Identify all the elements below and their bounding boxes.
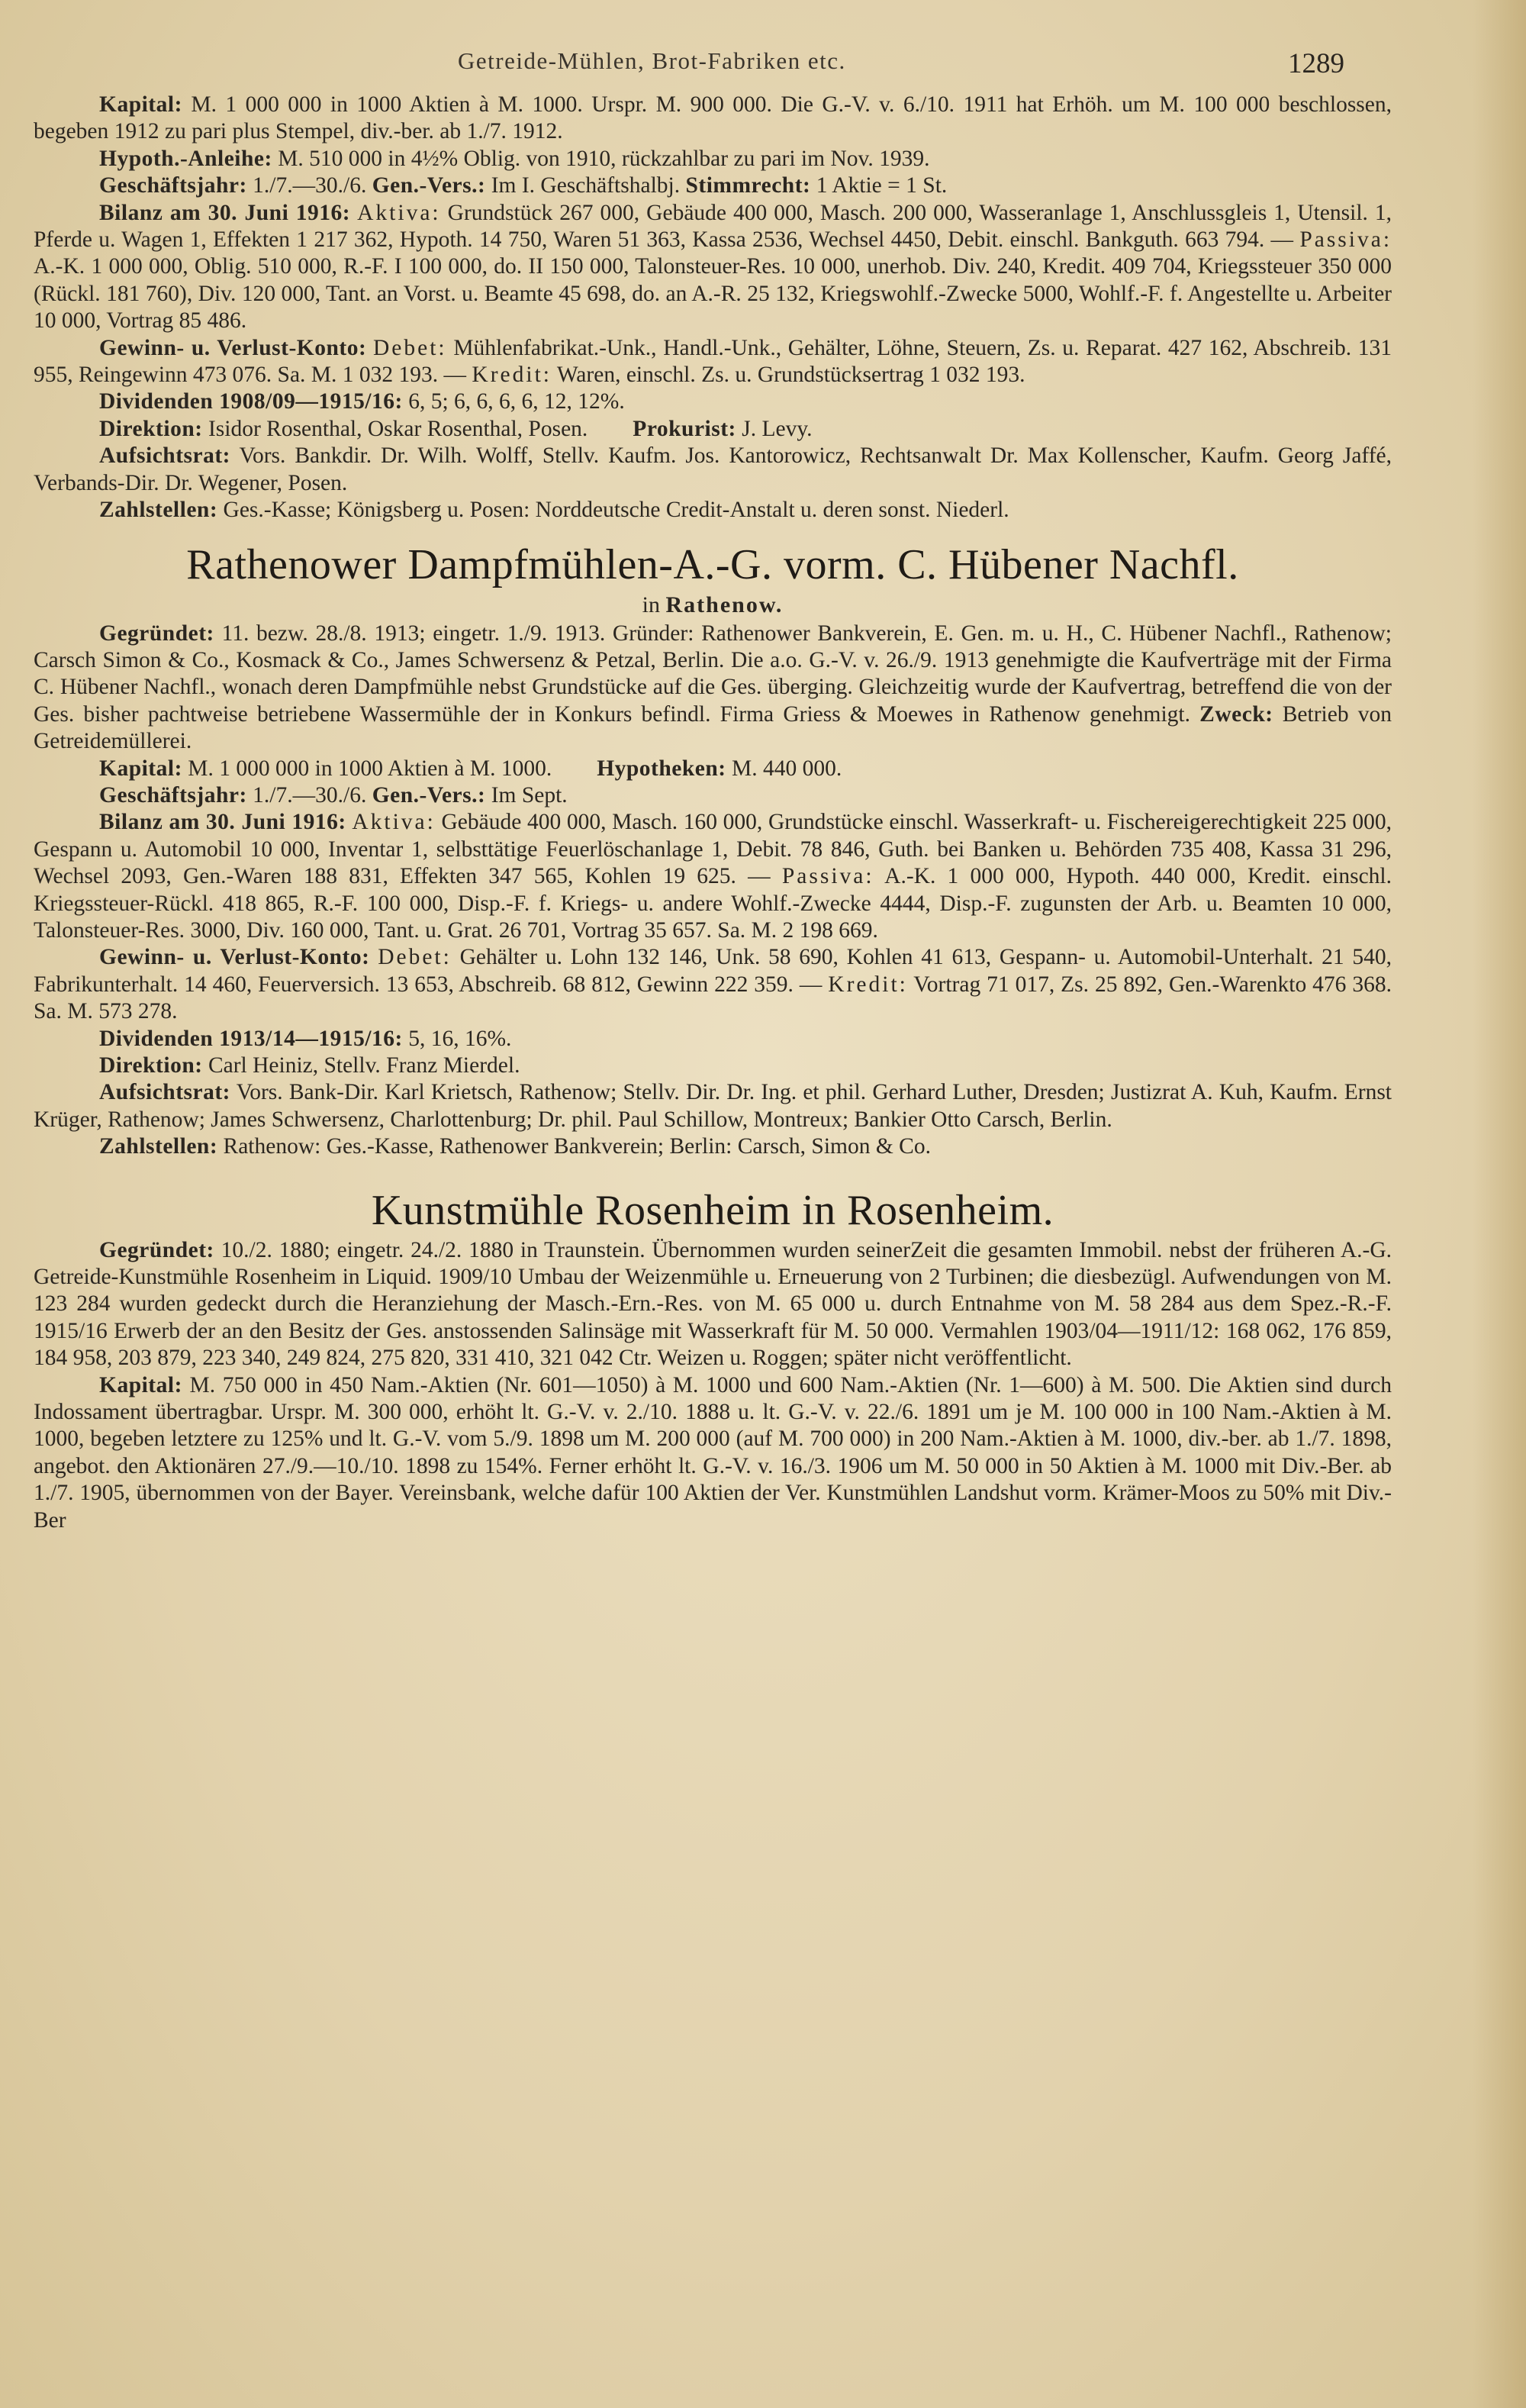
- genvers-label: Gen.-Vers.:: [372, 782, 486, 808]
- aufsichtsrat-label: Aufsichtsrat:: [99, 1080, 231, 1105]
- geschaeftsjahr-label: Geschäftsjahr:: [99, 782, 247, 808]
- kapital-text: M. 1 000 000 in 1000 Aktien à M. 1000.: [188, 756, 552, 781]
- direktion-label: Direktion:: [99, 1053, 203, 1078]
- gewinn-paragraph: [34, 335, 1392, 389]
- dividenden-text: 5, 16, 16%.: [408, 1026, 512, 1051]
- gegruendet-text: 10./2. 1880; eingetr. 24./2. 1880 in Traunstein. Übernommen wurden seinerZeit die gesamten Immobil. nebst der früheren A.-G. Getreide-Kunstmühle Rosenheim in Liquid. 1909/10 Umbau der Weizenmühle u. Erneuerung von 2 Turbinen; die diesbezügl. Aufwendungen von M. 123 284 wurden gedeckt durch die Heranziehung der Masch.-Ern.-Res. von M. 65 000 u. durch Entnahme von M. 58 284 aus dem Spez.-R.-F. 1915/16 Erwerb der an den Besitz der Ges. anstossenden Salinsäge mit Wasserkraft für M. 50 000. Vermahlen 1903/04—1911/12: 168 062, 176 859, 184 958, 203 879, 223 340, 249 824, 275 820, 331 410, 321 042 Ctr. Weizen u. Roggen; später nicht veröffentlicht.: [34, 1237, 1392, 1371]
- aufsichtsrat-text: Vors. Bank-Dir. Karl Krietsch, Rathenow; Stellv. Dir. Dr. Ing. et phil. Gerhard Luther, Dresden; Justizrat A. Kuh, Kaufm. Ernst Krüger, Rathenow; James Schwersenz, Charlottenburg; Dr. phil. Paul Schillow, Montreux; Bankier Otto Carsch, Berlin.: [34, 1080, 1392, 1132]
- gewinn-label: Gewinn- u. Verlust-Konto:: [99, 945, 370, 970]
- kapital-label: Kapital:: [99, 756, 182, 781]
- zahlstellen-paragraph: [34, 1133, 1392, 1160]
- hypoth-label: Hypoth.-Anleihe:: [99, 146, 272, 171]
- debet-label: Debet:: [372, 335, 447, 360]
- genvers-text: Im I. Geschäftshalbj.: [491, 173, 681, 198]
- kapital-paragraph: [34, 756, 1392, 782]
- dividenden-paragraph: [34, 1026, 1392, 1052]
- kapital-text: M. 750 000 in 450 Nam.-Aktien (Nr. 601—1050) à M. 1000 und 600 Nam.-Aktien (Nr. 1—600) à M. 500. Die Aktien sind durch Indossament übertragbar. Urspr. M. 300 000, erhöht lt. G.-V. v. 2./10. 1888 u. lt. G.-V. v. 22./6. 1891 um je M. 100 000 in 100 Nam.-Aktien à M. 1000, begeben letztere zu 125% und lt. G.-V. vom 5./9. 1898 um M. 200 000 (auf M. 700 000) in 200 Nam.-Aktien à M. 1000, div.-ber. ab 1./7. 1898, angebot. den Aktionären 27./9.—10./10. 1898 zu 154%. Ferner erhöht lt. G.-V. v. 16./3. 1906 um M. 50 000 in 50 Aktien à M. 1000 mit Div.-Ber. ab 1./7. 1905, übernommen von der Bayer. Vereinsbank, welche dafür 100 Aktien der Ver. Kunstmühlen Landshut vorm. Krämer-Moos zu 50% mit Div.-Ber: [34, 1372, 1392, 1533]
- hypoth-paragraph: [34, 146, 1392, 172]
- zahlstellen-label: Zahlstellen:: [99, 498, 218, 523]
- prokurist-label: Prokurist:: [633, 416, 736, 441]
- passiva-label: Passiva:: [781, 864, 874, 889]
- page-content: [34, 92, 1392, 1534]
- zahlstellen-text: Ges.-Kasse; Königsberg u. Posen: Norddeutsche Credit-Anstalt u. deren sonst. Niederl.: [223, 498, 1009, 523]
- dividenden-label: Dividenden 1913/14—1915/16:: [99, 1026, 403, 1051]
- gewinn-label: Gewinn- u. Verlust-Konto:: [99, 335, 367, 360]
- zahlstellen-label: Zahlstellen:: [99, 1134, 218, 1159]
- aktiva-label: Aktiva:: [357, 200, 441, 225]
- entry-rathenower: [34, 538, 1392, 1161]
- kredit-text: Waren, einschl. Zs. u. Grundstücksertrag 1 032 193.: [556, 363, 1025, 388]
- debet-text: Mühlenfabrikat.-Unk., Handl.-Unk., Gehälter, Löhne, Steuern, Zs. u. Reparat. 427 162, Abschreib. 131 955, Reingewinn 473 076. Sa. M. 1 032 193. —: [34, 335, 1392, 388]
- direktion-text: Carl Heiniz, Stellv. Franz Mierdel.: [208, 1053, 520, 1078]
- stimmrecht-text: 1 Aktie = 1 St.: [816, 173, 948, 198]
- prokurist-text: J. Levy.: [742, 416, 813, 441]
- kapital-label: Kapital:: [99, 1372, 182, 1397]
- gewinn-paragraph: [34, 944, 1392, 1025]
- gegruendet-label: Gegründet:: [99, 621, 214, 646]
- hypotheken-text: M. 440 000.: [732, 756, 842, 781]
- direktion-paragraph: [34, 416, 1392, 443]
- geschaeftsjahr-text: 1./7.—30./6.: [253, 173, 367, 198]
- location-prefix: in: [642, 592, 660, 617]
- bilanz-label: Bilanz am 30. Juni 1916:: [99, 810, 346, 835]
- hypoth-text: M. 510 000 in 4½% Oblig. von 1910, rückzahlbar zu pari im Nov. 1939.: [278, 146, 930, 171]
- geschaeftsjahr-paragraph: [34, 172, 1392, 199]
- bilanz-paragraph: [34, 809, 1392, 944]
- zweck-label: Zweck:: [1199, 701, 1273, 727]
- stimmrecht-label: Stimmrecht:: [685, 173, 811, 198]
- running-title: Getreide-Mühlen, Brot-Fabriken etc.: [458, 47, 846, 74]
- dividenden-text: 6, 5; 6, 6, 6, 6, 12, 12%.: [408, 389, 625, 414]
- hypotheken-label: Hypotheken:: [597, 756, 726, 781]
- geschaeftsjahr-label: Geschäftsjahr:: [99, 173, 247, 198]
- kapital-paragraph: [34, 1372, 1392, 1534]
- entry-continuation: [34, 92, 1392, 524]
- debet-text: Gehälter u. Lohn 132 146, Unk. 58 690, Kohlen 41 613, Gespann- u. Automobil-Unterhalt. 21 540, Fabrikunterhalt. 14 460, Feuerversich. 13 653, Abschreib. 68 812, Gewinn 222 359. —: [34, 945, 1392, 997]
- kredit-label: Kredit:: [828, 972, 908, 997]
- kapital-text: M. 1 000 000 in 1000 Aktien à M. 1000. Urspr. M. 900 000. Die G.-V. v. 6./10. 1911 hat Erhöh. um M. 100 000 beschlossen, begeben 1912 zu pari plus Stempel, div.-ber. ab 1./7. 1912.: [34, 92, 1392, 144]
- kapital-paragraph: [34, 92, 1392, 146]
- aktiva-text: Grundstück 267 000, Gebäude 400 000, Masch. 200 000, Wasseranlage 1, Anschlussgleis 1, Utensil. 1, Pferde u. Wagen 1, Effekten 1 217 362, Hypoth. 14 750, Waren 51 363, Kassa 2536, Wechsel 4450, Debit. einschl. Bankguth. 663 794. —: [34, 200, 1392, 253]
- gegruendet-label: Gegründet:: [99, 1237, 214, 1262]
- zahlstellen-text: Rathenow: Ges.-Kasse, Rathenower Bankverein; Berlin: Carsch, Simon & Co.: [223, 1134, 931, 1159]
- direktion-label: Direktion:: [99, 416, 203, 441]
- debet-label: Debet:: [378, 945, 452, 970]
- passiva-text: A.-K. 1 000 000, Oblig. 510 000, R.-F. I 100 000, do. II 150 000, Talonsteuer-Res. 10 000, unerhob. Div. 240, Kredit. 409 704, Kriegssteuer 350 000 (Rückl. 181 760), Div. 120 000, Tant. an Vorst. u. Beamte 45 698, do. an A.-R. 25 132, Kriegswohlf.-Zwecke 5000, Wohlf.-F. f. Angestellte u. Arbeiter 10 000, Vortrag 85 486.: [34, 254, 1392, 334]
- aktiva-text: Gebäude 400 000, Masch. 160 000, Grundstücke einschl. Wasserkraft- u. Fischereigerechtigkeit 225 000, Gespann u. Automobil 10 000, Inventar 1, selbsttätige Feuerlöschanlage 1, Debit. 78 846, Guth. bei Banken u. Behörden 735 408, Kassa 31 296, Wechsel 2093, Gen.-Waren 188 831, Effekten 347 565, Kohlen 19 625. —: [34, 810, 1392, 889]
- aufsichtsrat-paragraph: [34, 443, 1392, 497]
- genvers-label: Gen.-Vers.:: [372, 173, 486, 198]
- bilanz-paragraph: [34, 200, 1392, 335]
- page-number: 1289: [1288, 48, 1344, 79]
- kredit-label: Kredit:: [472, 363, 552, 388]
- kredit-text: Vortrag 71 017, Zs. 25 892, Gen.-Warenkto 476 368. Sa. M. 573 278.: [34, 972, 1392, 1024]
- gegruendet-text: 11. bezw. 28./8. 1913; eingetr. 1./9. 1913. Gründer: Rathenower Bankverein, E. Gen. m. u. H., C. Hübener Nachfl., Rathenow; Carsch Simon & Co., Kosmack & Co., James Schwersenz & Petzal, Berlin. Die a.o. G.-V. v. 26./9. 1913 genehmigte die Kaufverträge mit der Firma C. Hübener Nachfl., wonach deren Dampfmühle nebst Grundstücke auf die Ges. überging. Gleichzeitig wurde der Kaufvertrag, betreffend die von der Ges. bisher pachtweise betriebene Wassermühle der in Konkurs befindl. Firma Griess & Moewes in Rathenow genehmigt.: [34, 621, 1392, 727]
- company-title: Rathenower Dampfmühlen-A.-G. vorm. C. Hübener Nachfl.: [186, 540, 1239, 588]
- page-header: [0, 47, 1526, 85]
- gegruendet-paragraph: [34, 621, 1392, 756]
- kapital-label: Kapital:: [99, 92, 182, 117]
- aufsichtsrat-paragraph: [34, 1079, 1392, 1133]
- passiva-label: Passiva:: [1299, 227, 1392, 253]
- company-title: Kunstmühle Rosenheim in Rosenheim.: [371, 1186, 1054, 1234]
- company-location: [34, 592, 1392, 619]
- aktiva-label: Aktiva:: [352, 810, 436, 835]
- page-edge-shadow: [1473, 0, 1526, 2408]
- zweck-text: Betrieb von Getreidemüllerei.: [34, 701, 1392, 754]
- aufsichtsrat-label: Aufsichtsrat:: [99, 443, 231, 469]
- bilanz-label: Bilanz am 30. Juni 1916:: [99, 200, 351, 225]
- passiva-text: A.-K. 1 000 000, Hypoth. 440 000, Kredit. einschl. Kriegssteuer-Rückl. 418 865, R.-F. 100 000, Disp.-F. f. Kriegs- u. andere Wohlf.-Zwecke 4444, Disp.-F. zugunsten der Arb. u. Beamten 10 000, Talonsteuer-Res. 3000, Div. 160 000, Tant. u. Grat. 26 701, Vortrag 35 657. Sa. M. 2 198 669.: [34, 864, 1392, 943]
- zahlstellen-paragraph: [34, 497, 1392, 524]
- location-place: Rathenow.: [665, 592, 784, 617]
- direktion-text: Isidor Rosenthal, Oskar Rosenthal, Posen.: [208, 416, 588, 441]
- geschaeftsjahr-paragraph: [34, 782, 1392, 809]
- geschaeftsjahr-text: 1./7.—30./6.: [253, 782, 367, 808]
- gegruendet-paragraph: [34, 1237, 1392, 1372]
- aufsichtsrat-text: Vors. Bankdir. Dr. Wilh. Wolff, Stellv. Kaufm. Jos. Kantorowicz, Rechtsanwalt Dr. Max Kollenscher, Kaufm. Georg Jaffé, Verbands-Dir. Dr. Wegener, Posen.: [34, 443, 1392, 495]
- genvers-text: Im Sept.: [491, 782, 568, 808]
- entry-kunstmuehle-rosenheim: [34, 1184, 1392, 1534]
- dividenden-label: Dividenden 1908/09—1915/16:: [99, 389, 403, 414]
- direktion-paragraph: [34, 1052, 1392, 1079]
- dividenden-paragraph: [34, 388, 1392, 415]
